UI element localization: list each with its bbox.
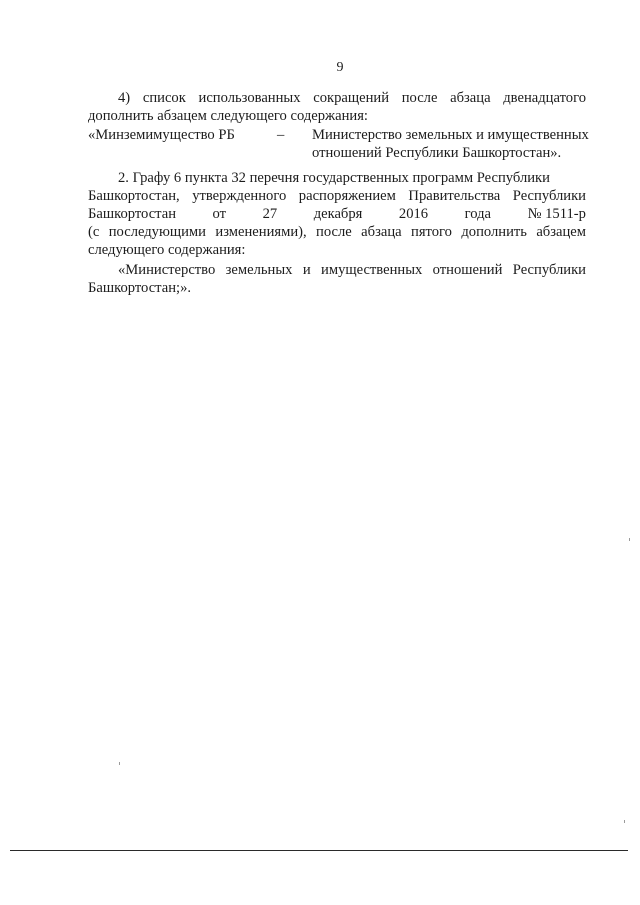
paragraph-item-2-line-4: (с последующими изменениями), после абзаца пятого дополнить абзацем <box>88 224 586 240</box>
paragraph-item-2-line-1: 2. Графу 6 пункта 32 перечня государственных программ Республики <box>118 170 550 186</box>
paragraph-item-2-line-2: Башкортостан, утвержденного распоряжением Правительства Республики <box>88 188 586 204</box>
paragraph-quote-text: «Министерство земельных и имущественных отношений Республики Башкортостан;». <box>88 262 586 296</box>
page-number: 9 <box>336 60 344 75</box>
paragraph-quote <box>88 261 586 297</box>
paragraph-item-2-line-5: следующего содержания: <box>88 242 246 258</box>
scan-speck <box>119 762 120 765</box>
scan-speck <box>629 538 630 541</box>
abbreviation-definition <box>88 126 588 166</box>
footer-rule <box>10 850 628 851</box>
paragraph-item-2 <box>88 169 586 259</box>
paragraph-item-4 <box>88 89 586 125</box>
abbreviation-meaning: Министерство земельных и имущественных отношений Республики Башкортостан». <box>312 127 589 161</box>
paragraph-item-2-line-3: Башкортостан от 27 декабря 2016 года № 1511-р <box>88 206 586 222</box>
abbreviation-term: «Минземимущество РБ <box>88 127 235 143</box>
paragraph-item-4-text: 4) список использованных сокращений после абзаца двенадцатого дополнить абзацем следующего содержания: <box>88 90 586 124</box>
abbreviation-dash: – <box>277 127 285 143</box>
scan-speck <box>624 820 625 823</box>
